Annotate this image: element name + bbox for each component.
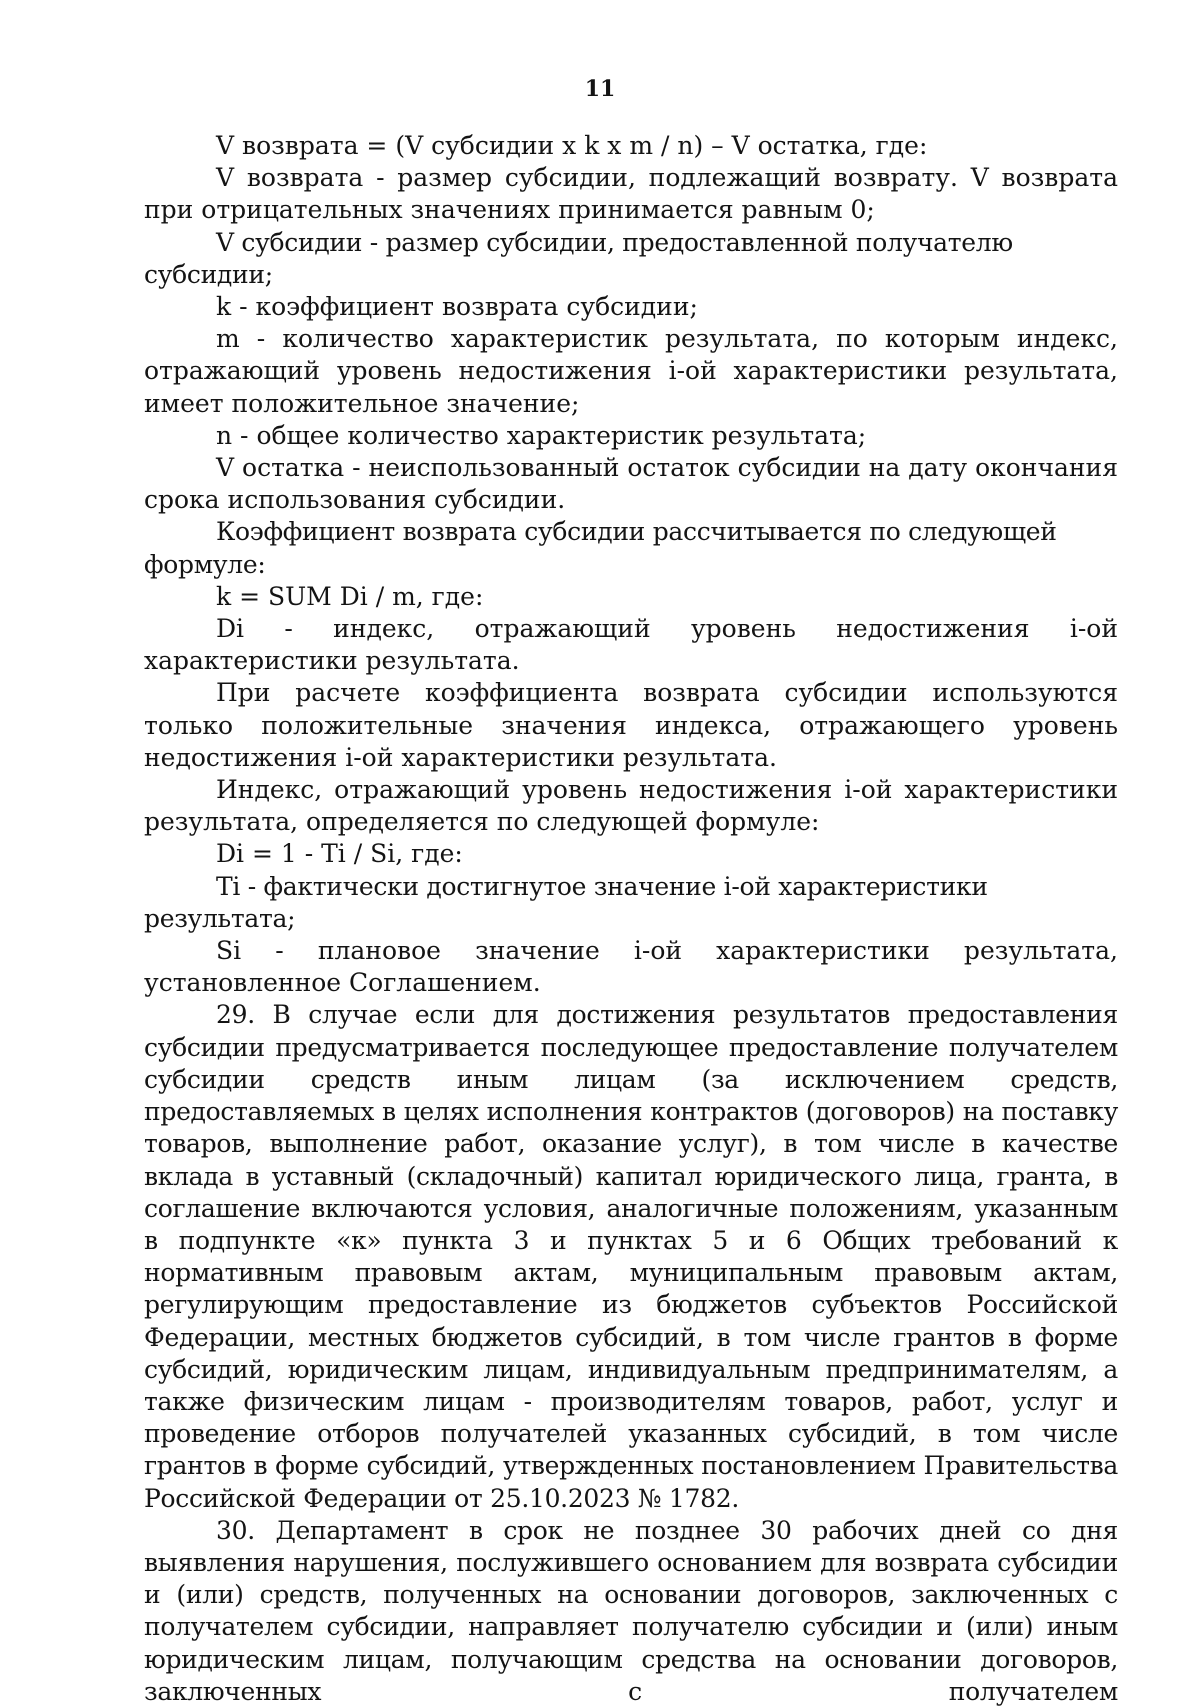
definition-v-remainder: V остатка - неиспользованный остаток субсидии на дату окончания срока использования субсидии.: [144, 453, 1118, 515]
definition-si: Si - плановое значение i-ой характеристики результата, установленное Соглашением.: [144, 936, 1118, 998]
definition-v-subsidy: V субсидии - размер субсидии, предоставленной получателю субсидии;: [144, 227, 1013, 289]
definition-di: Di - индекс, отражающий уровень недостижения i-ой характеристики результата.: [144, 614, 1118, 676]
formula-coefficient: k = SUM Di / m, где:: [216, 581, 484, 611]
coefficient-note: При расчете коэффициента возврата субсидии используются только положительные значения индекса, отражающего уровень недостижения i-ой характеристики результата.: [144, 678, 1118, 772]
document-body: [144, 130, 1118, 1708]
definition-n: n - общее количество характеристик результата;: [216, 420, 867, 450]
clause-30: 30. Департамент в срок не позднее 30 рабочих дней со дня выявления нарушения, послужившего основанием для возврата субсидии и (или) средств, полученных на основании договоров, заключенных с получателем субсидии, направляет получателю субсидии и (или) иным юридическим лицам, получающим средства на основании договоров, заключенных с получателем: [144, 1515, 1118, 1706]
formula-return-amount: V возврата = (V субсидии x k x m / n) – V остатка, где:: [216, 131, 928, 160]
definition-ti: Ti - фактически достигнутое значение i-ой характеристики результата;: [144, 871, 988, 933]
coefficient-intro: Коэффициент возврата субсидии рассчитывается по следующей формуле:: [144, 517, 1057, 579]
clause-29: 29. В случае если для достижения результатов предоставления субсидии предусматривается последующее предоставление получателем субсидии средств иным лицам (за исключением средств, предоставляемых в целях исполнения контрактов (договоров) на поставку товаров, выполнение работ, оказание услуг), в том числе в качестве вклада в уставный (складочный) капитал юридического лица, гранта, в соглашение включаются условия, аналогичные положениям, указанным в подпункте «к» пункта 3 и пунктах 5 и 6 Общих требований к нормативным правовым актам, муниципальным правовым актам, регулирующим предоставление из бюджетов субъектов Российской Федерации, местных бюджетов субсидий, в том числе грантов в форме субсидий, юридическим лицам, индивидуальным предпринимателям, а также физическим лицам - производителям товаров, работ, услуг и проведение отборов получателей указанных субсидий, в том числе грантов в форме субсидий, утвержденных постановлением Правительства Российской Федерации от 25.10.2023 № 1782.: [144, 1000, 1118, 1513]
definition-k: k - коэффициент возврата субсидии;: [216, 292, 698, 322]
index-intro: Индекс, отражающий уровень недостижения i-ой характеристики результата, определяется по следующей формуле:: [144, 775, 1118, 837]
page-number: 11: [584, 76, 616, 102]
formula-index: Di = 1 - Ti / Si, где:: [216, 839, 463, 869]
definition-v-return: V возврата - размер субсидии, подлежащий возврату. V возврата при отрицательных значениях принимается равным 0;: [144, 163, 1118, 225]
definition-m: m - количество характеристик результата, по которым индекс, отражающий уровень недостижения i-ой характеристики результата, имеет положительное значение;: [144, 324, 1118, 418]
